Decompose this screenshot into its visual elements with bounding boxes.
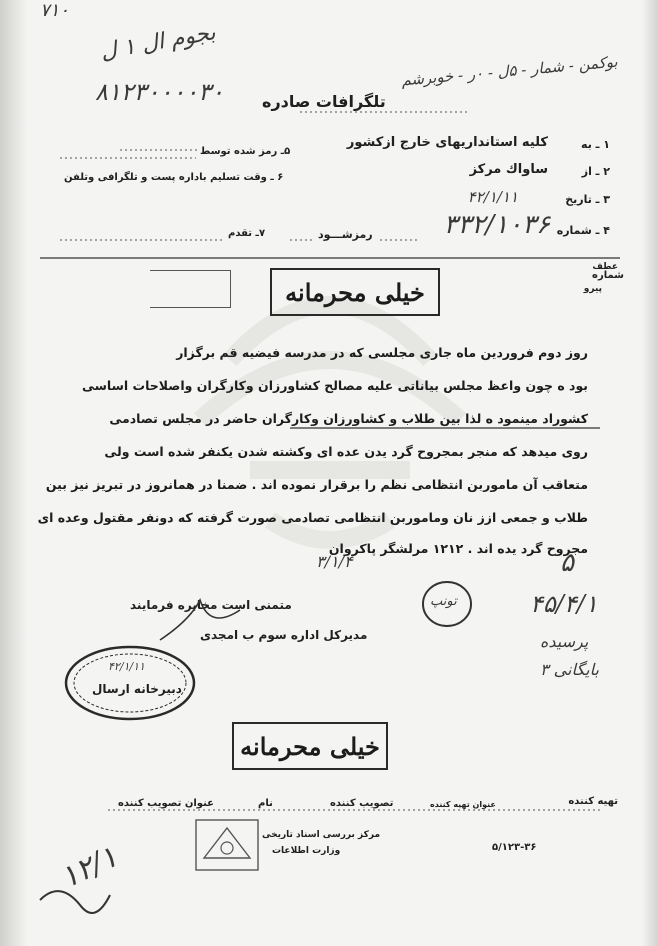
margin-note-1: پرسیده [540,632,589,651]
approver: تصویب کننده [330,798,394,809]
body-line-5: متعاقب آن ماموربن انتظامی نظم را برقرار نموده اند . ضمنا در همانروز در تبریز نیز بین [45,477,588,492]
margin-number: ۵ [560,548,574,578]
logo-text-1: مرکز بررسی اسناد تاریخی [262,830,381,840]
prepared-title: عنوان تهیه کننده [430,800,496,809]
bottom-handwriting: ۱۲/۱ [55,839,124,896]
ref-label-atf: عطف [592,262,618,272]
header-handwritten-note: بوکمن - شمار - ۵ل - ۰ر - خوبرشم [400,52,619,90]
ref-label-number: شماره [592,270,624,281]
body-line-3: کشوراد مینمود ه لذا بین طلاب و کشاورزان وکارگران حاضر در مجلس تصادمی [109,411,588,426]
number-label: ۴ ـ شماره [556,224,610,237]
classification-stamp-bottom-text: خیلی محرمانه [240,731,380,761]
oval-stamp-bottom: دبیرخانه ارسال [92,682,182,696]
to-value: کلیه استانداریهای خارج ازکشور [346,135,548,150]
director-text: مدیرکل اداره سوم ب امجدی [200,628,368,642]
handwritten-ref-number: ۸۱۲۳۰۰۰۰۳۰ [95,78,224,106]
date-label: ۳ ـ تاریخ [565,193,610,206]
oval-stamp-top: ۴۲/۱/۱۱ [108,660,145,673]
request-text: متمنی است مخابره فرمایند [130,598,292,612]
margin-note-2: بایگانی ۳ [540,660,599,679]
handwritten-code: بجوم ال ۱ ل [98,20,218,65]
body-line-7: مجروح گرد یده اند . ۱۲۱۲ مرلشگر پاکروان [328,541,588,556]
date-value: ۴۲/۱/۱۱ [467,188,518,206]
logo-text-2: وزارت اطلاعات [272,846,341,856]
body-line-6: طلاب و جمعی ازز نان وماموربن انتظامی تصادمی صورت گرفته که دونفر مقتول وعده ای [37,510,588,525]
approver-title: عنوان تصویب کننده [118,798,214,809]
body-line-4: روی میدهد که منجر بمجروح گرد یدن عده ای وکشته شدن یکنفر شده است ولی [104,444,588,459]
corner-number: ۷۱۰ [40,0,70,21]
ref-label-peyro: پیرو [583,284,602,294]
document-title: تلگرافات صادره [262,92,386,111]
name-field: نام [258,798,273,809]
cipher-by-field: ۵ـ رمز شده توسط [200,146,291,157]
under-number-note: ۳/۱/۴ [316,552,353,571]
classification-stamp-top-text: خیلی محرمانه [285,277,425,307]
margin-date: ۴۵/۴/۱ [530,590,598,618]
cipher-field: رمزشـــود [318,228,373,241]
delivery-time-field: ۶ ـ وقت تسلیم باداره پست و تلگرافی وتلفن [64,172,284,183]
body-line-2: بود ه چون واعظ مجلس بیاناتی علیه مصالح کشاورزان وکارگران واصلاحات اساسی [81,378,588,393]
document-code: ۵/۱۲۳-۳۶ [492,842,537,853]
body-line-1: روز دوم فروردین ماه جاری مجلسی که در مدرسه فیضیه قم برگزار [176,345,588,360]
priority-field: ۷ـ تقدم [228,228,266,239]
from-label: ۲ ـ از [581,165,610,178]
number-value: ۳۳۲/۱۰۳۶ [443,210,550,240]
from-value: ساواك مرکز [469,162,548,177]
to-label: ۱ ـ به [581,138,610,151]
prepared-by: تهیه کننده [568,796,618,807]
circle-stamp-text: تونپ [430,594,457,609]
